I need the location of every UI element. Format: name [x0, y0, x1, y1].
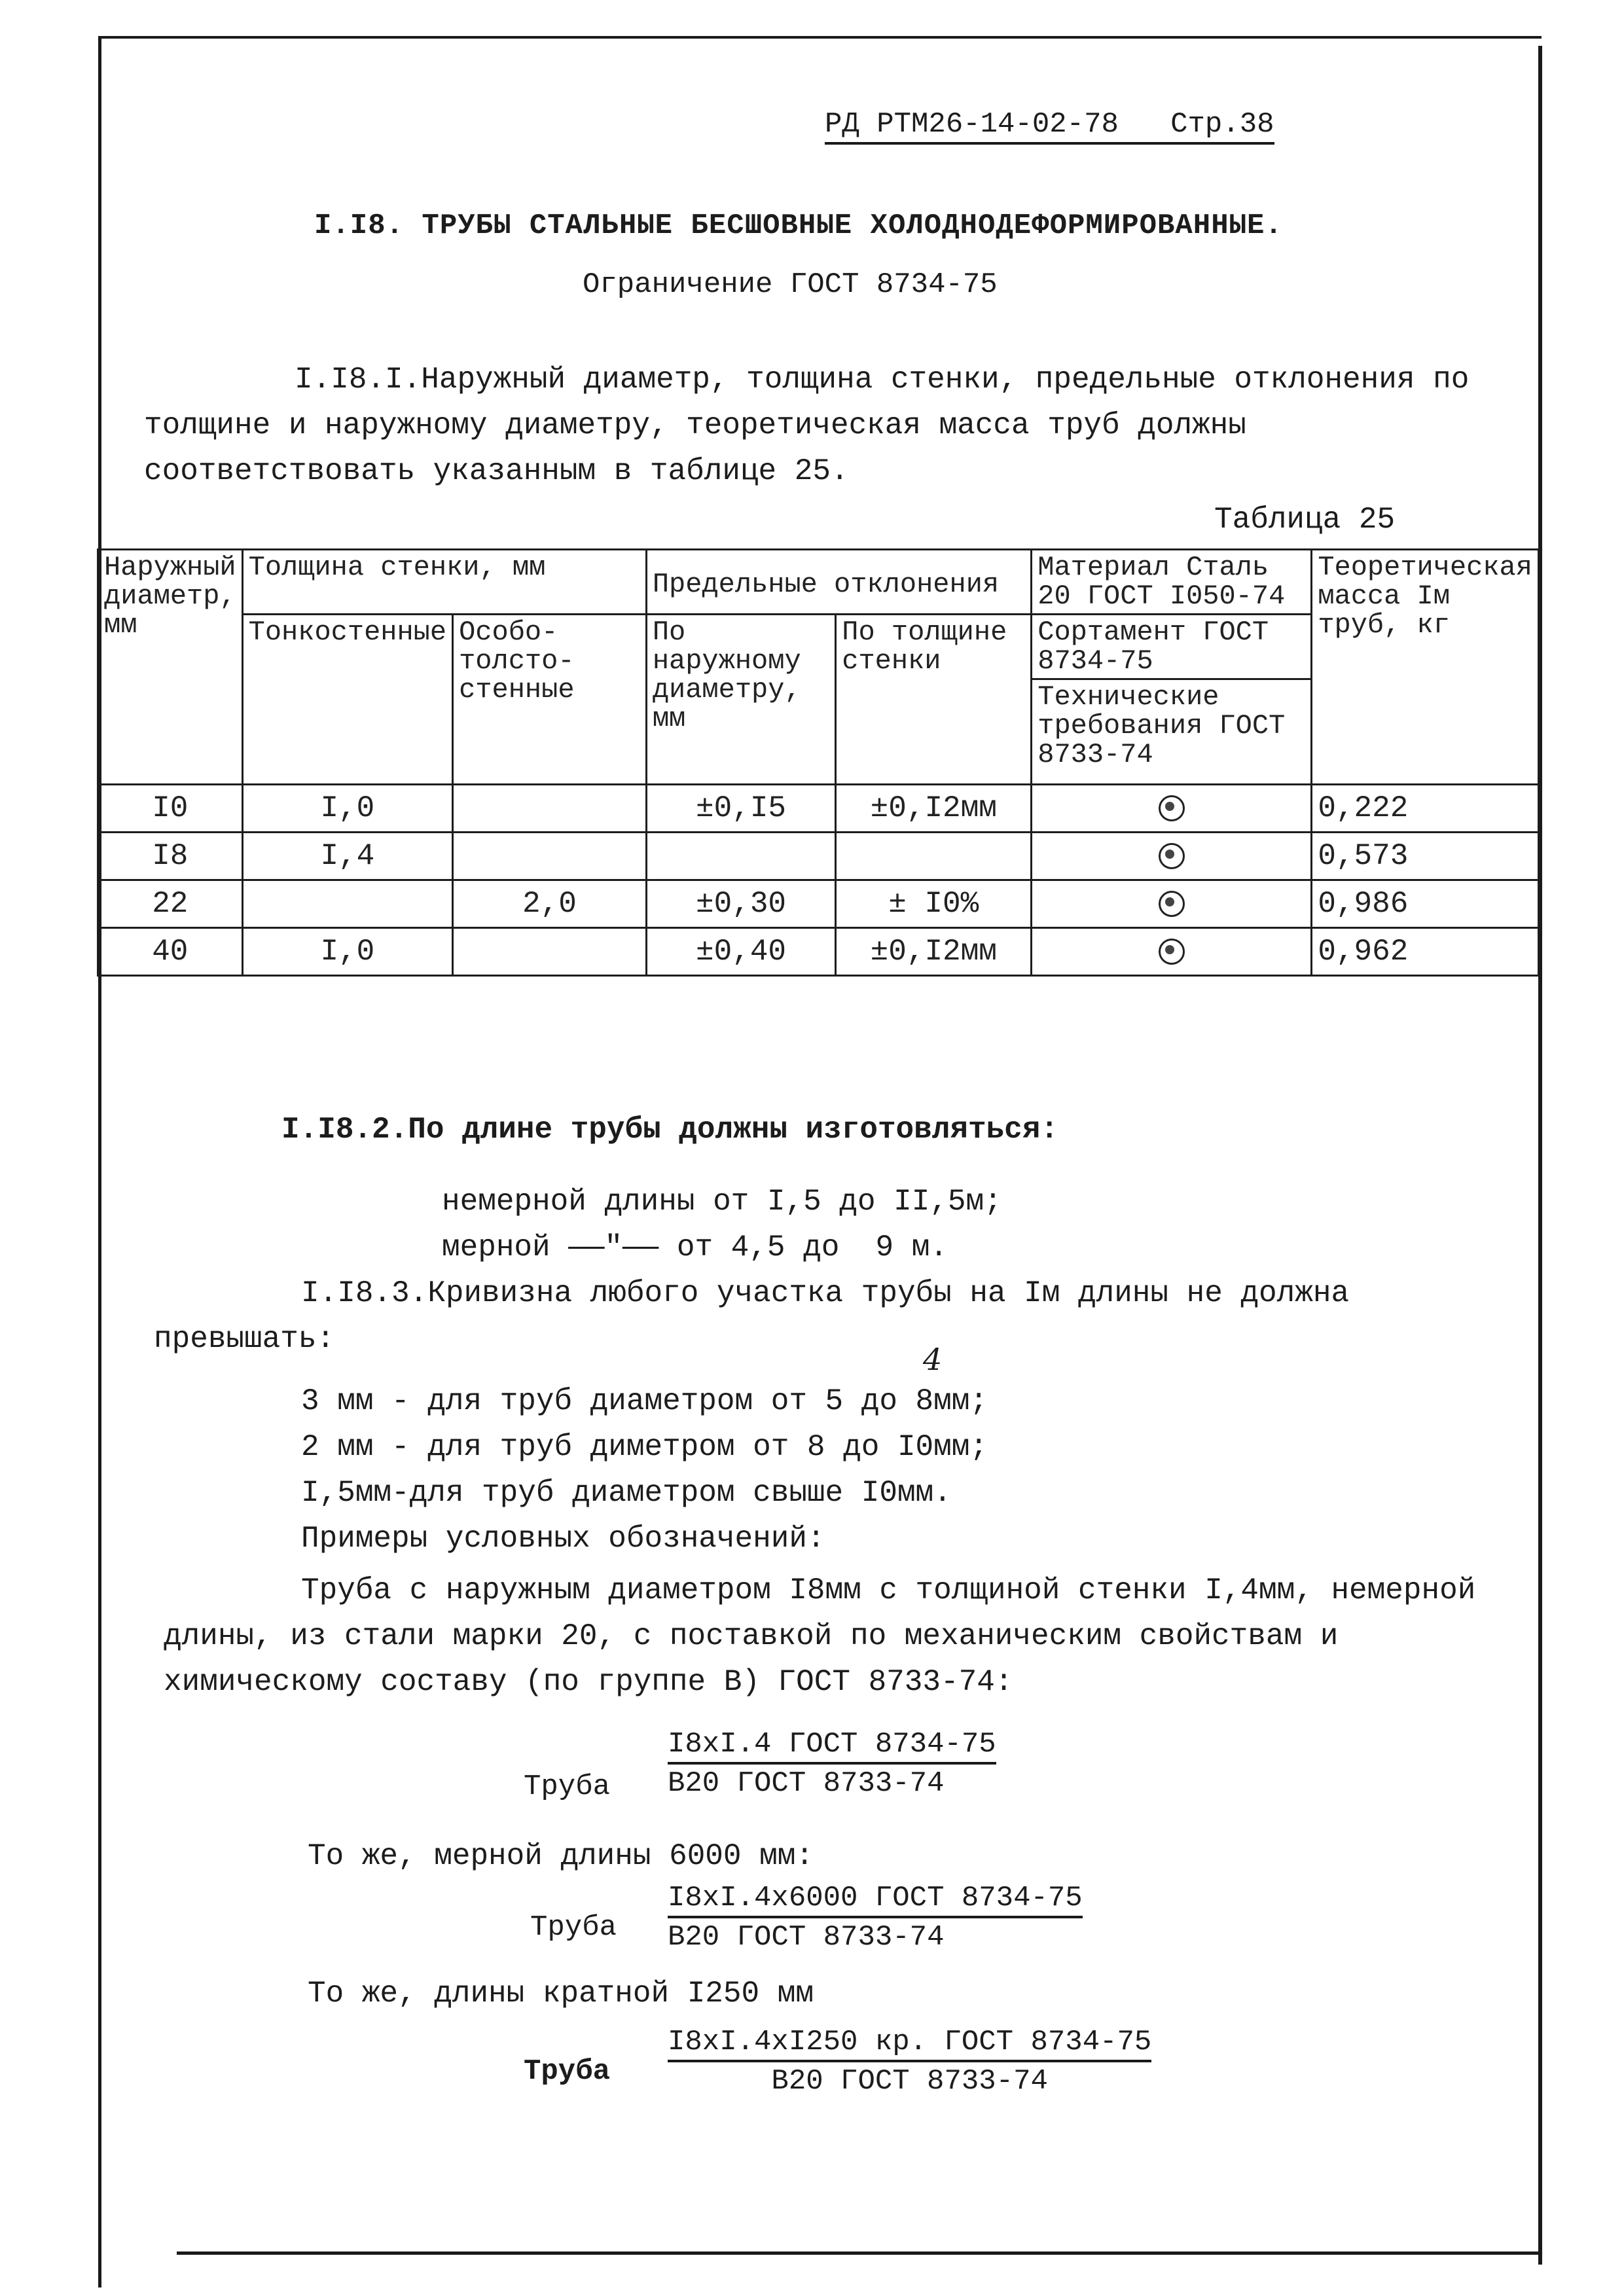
- cell-dev-wall: ±0,I2мм: [836, 928, 1032, 976]
- cell-thick: [453, 785, 647, 833]
- header-wall-thickness: Толщина стенки, мм: [242, 550, 646, 615]
- circle-mark-icon: [1159, 843, 1185, 869]
- circle-mark-icon: [1159, 939, 1185, 965]
- header-material: Материал Сталь 20 ГОСТ I050-74: [1032, 550, 1312, 615]
- cell-mass: 0,986: [1312, 880, 1539, 928]
- header-extra-thick: Особо-толсто-стенные: [453, 615, 647, 785]
- example-3-text: То же, длины кратной I250 мм: [308, 1977, 814, 2011]
- curvature-limit-1: 3 мм - для труб диаметром от 5 до 8мм;: [301, 1384, 988, 1418]
- paragraph-3-continuation: превышать:: [154, 1322, 335, 1356]
- cell-dev-outer: ±0,I5: [646, 785, 835, 833]
- designation-2: [668, 1882, 1083, 1954]
- cell-dev-wall: [836, 833, 1032, 880]
- designation-3-label: Труба: [524, 2055, 611, 2088]
- cell-thin: [242, 880, 452, 928]
- spec-table: [97, 548, 1540, 977]
- table-row: [98, 833, 1539, 880]
- cell-diameter: I8: [98, 833, 243, 880]
- examples-heading: Примеры условных обозначений:: [301, 1522, 825, 1556]
- designation-1-denominator: В20 ГОСТ 8733-74: [668, 1767, 945, 1800]
- table-row: [98, 880, 1539, 928]
- cell-thin: I,0: [242, 785, 452, 833]
- examples-text: Труба с наружным диаметром I8мм с толщиной стенки I,4мм, немерной длины, из стали марки 20, с поставкой по механическим свойствам и химическому составу (по группе В) ГОСТ 8733-74:: [164, 1573, 1476, 1699]
- frame-top-border: [98, 36, 1542, 39]
- paragraph-3-lead: I.I8.3.Кривизна любого участка трубы на Iм длины не должна: [301, 1276, 1350, 1310]
- designation-3-numerator: I8xI.4xI250 кр. ГОСТ 8734-75: [668, 2026, 1151, 2062]
- cell-mass: 0,962: [1312, 928, 1539, 976]
- cell-diameter: 40: [98, 928, 243, 976]
- table-caption: Таблица 25: [1214, 503, 1396, 537]
- designation-2-numerator: I8xI.4x6000 ГОСТ 8734-75: [668, 1882, 1083, 1918]
- designation-3: [668, 2026, 1151, 2098]
- cell-dev-outer: ±0,40: [646, 928, 835, 976]
- header-outer-diameter: Наружный диаметр, мм: [98, 550, 243, 785]
- designation-1-numerator: I8xI.4 ГОСТ 8734-75: [668, 1728, 996, 1765]
- designation-2-label: Труба: [530, 1911, 617, 1944]
- table-row: [98, 785, 1539, 833]
- example-2-text: То же, мерной длины 6000 мм:: [308, 1839, 814, 1873]
- section-subtitle: Ограничение ГОСТ 8734-75: [583, 268, 998, 301]
- header-dev-outer: По наружному диаметру, мм: [646, 615, 835, 785]
- cell-thin: I,4: [242, 833, 452, 880]
- header-dev-wall: По толщине стенки: [836, 615, 1032, 785]
- frame-left-border: [98, 36, 101, 2287]
- paragraph-2-item-b: мерной ——"—— от 4,5 до 9 м.: [442, 1230, 948, 1265]
- cell-dev-wall: ±0,I2мм: [836, 785, 1032, 833]
- cell-thin: I,0: [242, 928, 452, 976]
- cell-dev-wall: ± I0%: [836, 880, 1032, 928]
- circle-mark-icon: [1159, 891, 1185, 917]
- cell-diameter: I0: [98, 785, 243, 833]
- paragraph-2-lead: I.I8.2.По длине трубы должны изготовляться:: [281, 1113, 1058, 1147]
- frame-bottom-border: [177, 2251, 1542, 2255]
- paragraph-2-item-a: немерной длины от I,5 до II,5м;: [442, 1185, 1002, 1219]
- header-theoretical-mass: Теоретическая масса Iм труб, кг: [1312, 550, 1539, 785]
- designation-3-denominator: В20 ГОСТ 8733-74: [771, 2065, 1048, 2098]
- designation-1: [668, 1728, 996, 1800]
- designation-2-denominator: В20 ГОСТ 8733-74: [668, 1921, 945, 1954]
- handwritten-correction: 4: [923, 1342, 943, 1377]
- section-title: I.I8. ТРУБЫ СТАЛЬНЫЕ БЕСШОВНЫЕ ХОЛОДНОДЕФОРМИРОВАННЫЕ.: [314, 209, 1283, 242]
- cell-dev-outer: [646, 833, 835, 880]
- header-thin-wall: Тонкостенные: [242, 615, 452, 785]
- paragraph-1: I.I8.I.Наружный диаметр, толщина стенки, предельные отклонения по толщине и наружному диаметру, теоретическая масса труб должны соответствовать указанным в таблице 25.: [144, 363, 1470, 488]
- cell-thick: [453, 928, 647, 976]
- cell-thick: [453, 833, 647, 880]
- header-assortment: Сортамент ГОСТ 8734-75: [1032, 615, 1312, 679]
- cell-thick: 2,0: [453, 880, 647, 928]
- document-reference: РД РТМ26-14-02-78 Стр.38: [825, 108, 1274, 145]
- cell-mass: 0,222: [1312, 785, 1539, 833]
- header-tech-requirements: Технические требования ГОСТ 8733-74: [1032, 679, 1312, 785]
- cell-diameter: 22: [98, 880, 243, 928]
- cell-mass: 0,573: [1312, 833, 1539, 880]
- curvature-limit-3: I,5мм-для труб диаметром свыше I0мм.: [301, 1476, 952, 1510]
- header-limit-deviations: Предельные отклонения: [646, 550, 1031, 615]
- cell-dev-outer: ±0,30: [646, 880, 835, 928]
- frame-right-border: [1538, 46, 1542, 2265]
- curvature-limit-2: 2 мм - для труб диметром от 8 до I0мм;: [301, 1430, 988, 1464]
- designation-1-label: Труба: [524, 1770, 611, 1803]
- circle-mark-icon: [1159, 795, 1185, 821]
- table-row: [98, 928, 1539, 976]
